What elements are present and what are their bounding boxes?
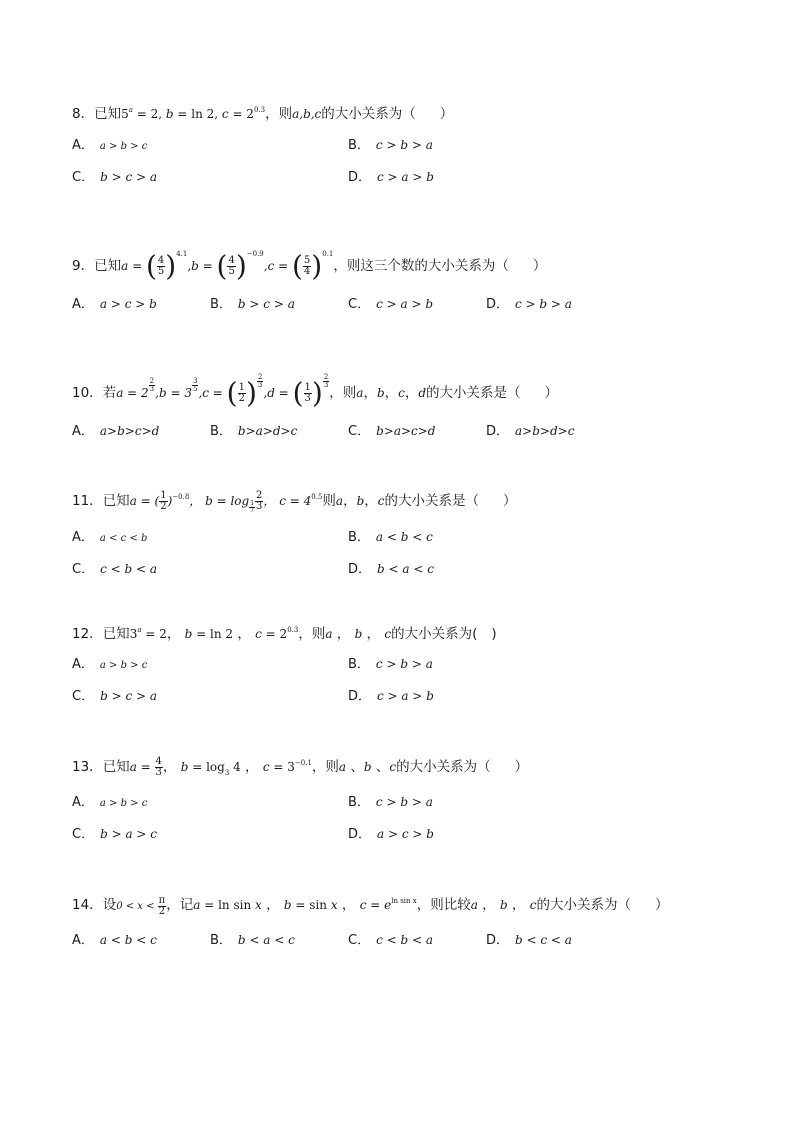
stem-text: 则 bbox=[322, 493, 336, 509]
option-value: a>b>c>d bbox=[99, 424, 160, 438]
option-value: a < b < c bbox=[99, 933, 157, 947]
stem-text: ） bbox=[532, 258, 547, 274]
option-label: C． bbox=[72, 170, 95, 185]
option-value: a > c > b bbox=[377, 827, 434, 841]
option-value: a < b < c bbox=[375, 530, 433, 544]
math-expr: $3^a = 2$ bbox=[129, 626, 167, 641]
option-b[interactable] bbox=[210, 420, 297, 439]
option-value: a > b > c bbox=[99, 798, 148, 809]
option-value: b < a < c bbox=[377, 562, 434, 576]
option-a[interactable] bbox=[72, 653, 147, 672]
option-value: a > c > b bbox=[99, 297, 157, 311]
option-a[interactable] bbox=[72, 420, 159, 439]
stem-text: 已知 bbox=[102, 493, 130, 509]
stem-text: 已知 bbox=[94, 106, 122, 122]
option-c[interactable] bbox=[348, 293, 433, 312]
stem-text: 已知 bbox=[94, 258, 122, 274]
option-value: b > c > a bbox=[100, 170, 158, 184]
option-label: B． bbox=[210, 424, 232, 439]
question-number: 12． bbox=[72, 626, 103, 642]
option-a[interactable] bbox=[72, 791, 147, 810]
option-c[interactable] bbox=[72, 558, 157, 577]
option-d[interactable] bbox=[348, 823, 434, 842]
question-number: 10． bbox=[72, 385, 103, 401]
option-value: a>b>d>c bbox=[515, 424, 575, 438]
stem-text: ） bbox=[503, 493, 517, 509]
option-b[interactable] bbox=[348, 134, 433, 153]
option-a[interactable] bbox=[72, 929, 157, 948]
math-expr: a = ( $\frac{1}{2}$ )$^{-0.8}$， b = log $_{\frac{1}{7}}$ $\frac{2}{3}$ ， $c = 4^{0.5}$ bbox=[129, 490, 323, 514]
stem-text: ） bbox=[439, 106, 454, 122]
question-13 bbox=[72, 746, 752, 790]
option-value: a < c < b bbox=[99, 533, 148, 544]
option-b[interactable] bbox=[348, 526, 433, 545]
option-label: D． bbox=[348, 170, 372, 185]
question-12-stem: 12．已知$3^a = 2$， b = ln 2 ， $c = 2^{0.3}$，则a ， b ， c的大小关系为( ) bbox=[72, 626, 497, 642]
option-label: B． bbox=[210, 297, 232, 312]
stem-text: 的大小关系为（ bbox=[536, 897, 631, 913]
stem-text: ，则这三个数的大小关系为（ bbox=[333, 258, 509, 274]
stem-text: ，则比较 bbox=[416, 897, 471, 913]
stem-text: ） bbox=[544, 385, 559, 401]
option-value: b>a>c>d bbox=[376, 424, 436, 438]
question-10 bbox=[72, 361, 752, 414]
stem-text: ，记 bbox=[166, 897, 194, 913]
option-label: A． bbox=[72, 424, 94, 439]
option-b[interactable] bbox=[348, 653, 433, 672]
question-9-stem bbox=[72, 234, 752, 287]
option-label: B． bbox=[210, 933, 232, 948]
math-vars: a,b,c bbox=[292, 107, 322, 121]
option-d[interactable] bbox=[348, 558, 434, 577]
option-label: C． bbox=[72, 827, 95, 842]
option-label: A． bbox=[72, 138, 94, 153]
option-value: c > b > a bbox=[375, 795, 433, 809]
stem-text: 已知 bbox=[102, 759, 130, 775]
option-c[interactable] bbox=[348, 929, 433, 948]
option-a[interactable] bbox=[72, 134, 147, 153]
question-13-stem: 13．已知a = $\frac{4}{3}$ ， $b = \log_3 4$ ， $c = 3^{-0.1}$，则a 、b 、c的大小关系为（ ） bbox=[72, 756, 529, 778]
question-number: 14． bbox=[72, 897, 103, 913]
option-value: a > b > c bbox=[99, 141, 148, 152]
option-d[interactable] bbox=[486, 293, 572, 312]
option-label: C． bbox=[348, 933, 371, 948]
option-label: A． bbox=[72, 795, 94, 810]
option-b[interactable] bbox=[210, 293, 295, 312]
option-c[interactable] bbox=[72, 685, 157, 704]
option-value: c > b > a bbox=[375, 657, 433, 671]
math-expr: a = $\frac{4}{3}$ bbox=[129, 756, 162, 778]
question-number: 8． bbox=[72, 106, 95, 122]
option-label: A． bbox=[72, 933, 94, 948]
option-b[interactable] bbox=[210, 929, 295, 948]
option-value: b < a < c bbox=[237, 933, 295, 947]
stem-text: 的大小关系是（ bbox=[426, 385, 521, 401]
option-d[interactable] bbox=[486, 929, 572, 948]
question-10-stem: 10．若a = 2 $^{\frac{2}{3}}$ ,b = 3 $^{\frac{3}{5}}$ ,c = ( $\frac{1}{2}$ ) $^{\frac{2}{3}}$ ,d = ( $\frac{1}{3}$ ) $^{\frac{2}{3}}$ ，则a，b，c，d的大小关系是（ ） bbox=[72, 372, 559, 410]
option-label: C． bbox=[348, 424, 371, 439]
option-b[interactable] bbox=[348, 791, 433, 810]
option-value: b>a>d>c bbox=[237, 424, 298, 438]
stem-text: ） bbox=[514, 759, 529, 775]
question-number: 11． bbox=[72, 493, 103, 509]
math-expr: a = 2 $^{\frac{2}{3}}$ ,b = 3 $^{\frac{3}{5}}$ ,c = ( $\frac{1}{2}$ ) $^{\frac{2}{3}}$ ,d = ( $\frac{1}{3}$ ) $^{\frac{2}{3}}$ bbox=[116, 372, 329, 410]
option-value: c < b < a bbox=[100, 562, 158, 576]
question-number: 13． bbox=[72, 759, 103, 775]
stem-text: ，则 bbox=[329, 385, 357, 401]
option-label: D． bbox=[348, 562, 372, 577]
option-value: c > a > b bbox=[377, 689, 434, 703]
option-label: A． bbox=[72, 297, 94, 312]
option-c[interactable] bbox=[72, 823, 157, 842]
option-label: D． bbox=[486, 933, 510, 948]
option-c[interactable] bbox=[348, 420, 435, 439]
stem-text: ) bbox=[491, 626, 497, 642]
option-value: c > a > b bbox=[376, 297, 434, 311]
question-14 bbox=[72, 884, 752, 924]
question-14-stem: 14．设0 < x < $\frac{\pi}{2}$ ，记a = ln sin x ， b = sin x ， $c = e^{ln sin x}$，则比较a ， b ， c的大小关系为（ ） bbox=[72, 895, 669, 917]
option-value: b > c > a bbox=[237, 297, 295, 311]
option-label: D． bbox=[348, 689, 372, 704]
option-a[interactable] bbox=[72, 526, 147, 545]
stem-text: 设 bbox=[102, 897, 117, 913]
option-label: B． bbox=[348, 530, 370, 545]
stem-text: 若 bbox=[102, 385, 117, 401]
option-value: c < b < a bbox=[376, 933, 434, 947]
stem-text: 的大小关系为（ bbox=[321, 106, 416, 122]
option-a[interactable] bbox=[72, 293, 157, 312]
option-value: b > a > c bbox=[100, 827, 158, 841]
option-label: A． bbox=[72, 657, 94, 672]
option-value: c > b > a bbox=[375, 138, 433, 152]
stem-text: 的大小关系为（ bbox=[396, 759, 491, 775]
question-8 bbox=[72, 100, 752, 124]
question-9 bbox=[72, 234, 752, 287]
option-value: b < c < a bbox=[515, 933, 572, 947]
option-label: B． bbox=[348, 795, 370, 810]
option-label: D． bbox=[348, 827, 372, 842]
option-value: c > b > a bbox=[515, 297, 572, 311]
stem-text: 的大小关系为( bbox=[391, 626, 478, 642]
question-8-stem bbox=[72, 100, 752, 124]
option-label: B． bbox=[348, 138, 370, 153]
option-label: D． bbox=[486, 297, 510, 312]
option-label: A． bbox=[72, 530, 94, 545]
math-expr: a = ( $\frac{4}{5}$ )$^{4.1}$,b = ( $\frac{4}{5}$ )$^{-0.9}$,c = ( $\frac{5}{4}$ )$^{0.1}$ bbox=[121, 249, 334, 283]
question-number: 9． bbox=[72, 258, 95, 274]
option-c[interactable] bbox=[72, 166, 157, 185]
question-11 bbox=[72, 480, 752, 524]
question-12 bbox=[72, 620, 752, 644]
stem-text: 的大小关系是（ bbox=[384, 493, 479, 509]
math-expr: $5^a = 2$, b = ln 2, $c = 2^{0.3}$ bbox=[121, 106, 266, 121]
stem-text: 已知 bbox=[102, 626, 130, 642]
option-label: C． bbox=[72, 689, 95, 704]
option-label: C． bbox=[348, 297, 371, 312]
option-d[interactable] bbox=[348, 166, 434, 185]
option-value: c > a > b bbox=[377, 170, 434, 184]
option-label: C． bbox=[72, 562, 95, 577]
option-label: D． bbox=[486, 424, 510, 439]
stem-text: ，则 bbox=[265, 106, 293, 122]
option-label: B． bbox=[348, 657, 370, 672]
stem-text: ） bbox=[654, 897, 669, 913]
question-11-stem: 11．已知a = ( $\frac{1}{2}$ )$^{-0.8}$， b = log $_{\frac{1}{7}}$ $\frac{2}{3}$ ， $c = 4^{0.5}$则a，b，c的大小关系是（ ） bbox=[72, 490, 517, 514]
math-expr: 0 < x < $\frac{\pi}{2}$ bbox=[116, 895, 166, 917]
option-value: a > b > c bbox=[99, 660, 148, 671]
option-value: b > c > a bbox=[100, 689, 158, 703]
option-d[interactable] bbox=[486, 420, 574, 439]
option-d[interactable] bbox=[348, 685, 434, 704]
